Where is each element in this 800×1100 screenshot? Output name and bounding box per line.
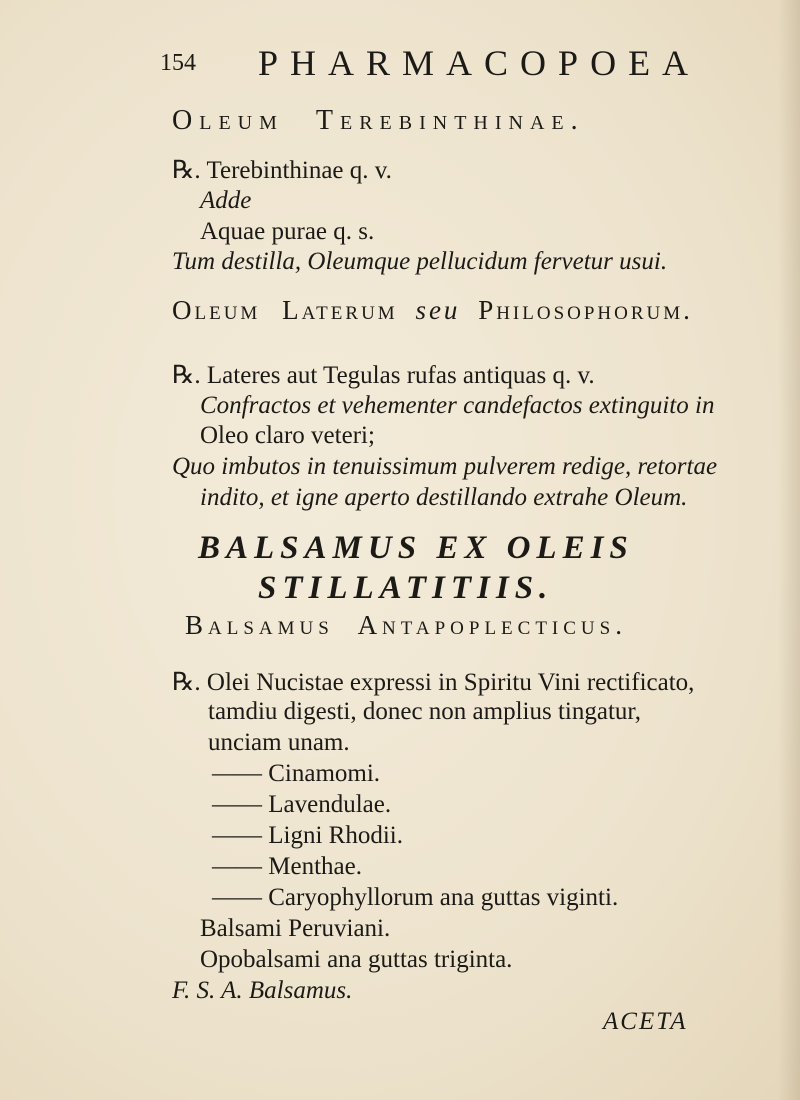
heading-word: Laterum xyxy=(282,295,398,325)
recipe-line: —— Ligni Rhodii. xyxy=(212,822,403,849)
recipe-line: Opobalsami ana guttas triginta. xyxy=(200,946,513,973)
recipe-line: Balsami Peruviani. xyxy=(200,915,391,942)
recipe-line: Oleo claro veteri; xyxy=(200,422,375,449)
page-number: 154 xyxy=(160,50,196,76)
section-heading-oleum-terebinthinae xyxy=(172,105,585,137)
page-edge-shadow xyxy=(778,0,800,1100)
recipe-line: Aquae purae q. s. xyxy=(200,218,375,245)
recipe-line: ℞. Terebinthinae q. v. xyxy=(172,157,392,184)
recipe-line: tamdiu digesti, donec non amplius tingatur, xyxy=(208,698,641,725)
recipe-line: indito, et igne aperto destillando extrahe Oleum. xyxy=(200,484,688,511)
section-heading-balsamus-antapoplecticus xyxy=(185,610,627,641)
recipe-line: —— Lavendulae. xyxy=(212,791,392,818)
catchword: ACETA xyxy=(603,1008,688,1035)
recipe-line: —— Cinamomi. xyxy=(212,760,381,787)
recipe-line: F. S. A. Balsamus. xyxy=(172,977,353,1004)
heading-word: Philosophorum. xyxy=(478,295,693,325)
recipe-line: ℞. Lateres aut Tegulas rufas antiquas q. v. xyxy=(172,362,595,389)
recipe-line: Quo imbutos in tenuissimum pulverem redige, retortae xyxy=(172,453,718,480)
recipe-line: Confractos et vehementer candefactos extinguito in xyxy=(200,392,715,419)
heading-word: Antapoplecticus. xyxy=(357,610,627,640)
heading-word: seu xyxy=(415,295,461,325)
section-heading-oleum-laterum xyxy=(172,295,693,326)
recipe-line: Tum destilla, Oleumque pellucidum fervetur usui. xyxy=(172,248,668,275)
heading-word: Oleum xyxy=(172,295,261,325)
chapter-title-line: BALSAMUS EX OLEIS xyxy=(198,530,634,566)
heading-word: Terebinthinae. xyxy=(315,105,585,136)
recipe-line: ℞. Olei Nucistae expressi in Spiritu Vini rectificato, xyxy=(172,669,695,696)
chapter-title-line: STILLATITIIS. xyxy=(258,570,554,606)
recipe-line: —— Menthae. xyxy=(212,853,362,880)
recipe-line: —— Caryophyllorum ana guttas viginti. xyxy=(212,884,619,911)
running-head: PHARMACOPOEA xyxy=(258,43,701,83)
heading-word: Oleum xyxy=(172,105,284,136)
recipe-line: Adde xyxy=(200,187,252,214)
heading-word: Balsamus xyxy=(185,610,334,640)
recipe-line: unciam unam. xyxy=(208,729,350,756)
